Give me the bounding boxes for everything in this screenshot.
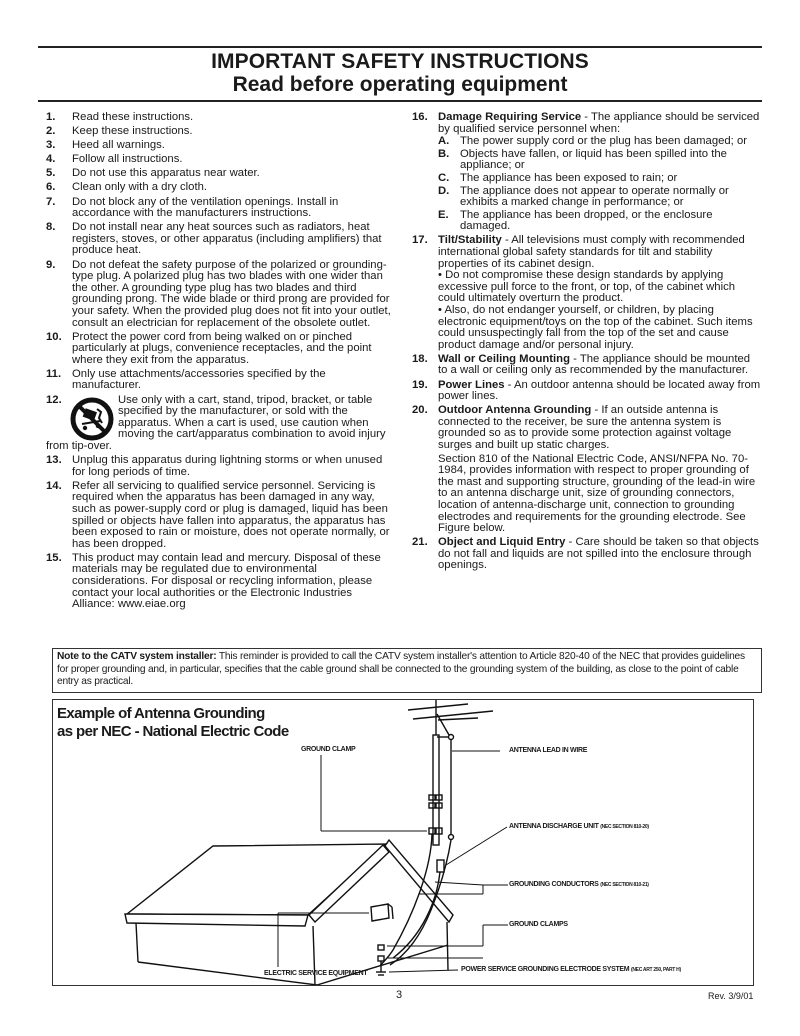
item-number: 10. — [46, 330, 62, 343]
item-number: 18. — [412, 352, 428, 365]
instruction-item — [46, 455, 396, 478]
bullet-text: • Also, do not endanger yourself, or children, by placing electronic equipment/toys on the top of the cabinet. Such items could unsuspectingly fall from the top of the set and cause product damage and/or personal injury. — [438, 304, 753, 351]
instruction-item-wall-mounting — [412, 354, 762, 377]
item-text: Refer all servicing to qualified service personnel. Servicing is required when the apparatus has been damaged in any way, such as power-supply cord or plug is damaged, liquid has been spilled or objects have fallen into apparatus, the apparatus has been exposed to rain or moisture, does not operate normally, or has been dropped. — [72, 479, 390, 550]
instruction-item — [46, 260, 396, 330]
item-text: Protect the power cord from being walked on or pinched particularly at plugs, convenience receptacles, and the point where they exit from the apparatus. — [72, 330, 372, 366]
item-number: 14. — [46, 479, 62, 492]
revision-date: Rev. 3/9/01 — [708, 991, 754, 1001]
instruction-item — [46, 332, 396, 367]
item-text: - If an outside antenna is connected to the receiver, be sure the antenna system is grounded so as to provide some protection against voltage surges and built up static charges. — [438, 404, 732, 452]
sub-item — [438, 149, 762, 172]
sub-item-text: The appliance has been exposed to rain; or — [460, 171, 678, 184]
label-antenna-discharge-unit: ANTENNA DISCHARGE UNIT (NEC SECTION 810-20) — [509, 823, 649, 830]
note-text: This reminder is provided to call the CATV system installer's attention to Article 820-40 of the NEC that provides guidelines for proper grounding and, in particular, specifies that the cable ground shall be connected to the grounding system of the building, as close to the point of cable entry as practical. — [57, 651, 745, 688]
cart-tip-over-warning-icon — [70, 397, 114, 441]
label-ground-clamps: GROUND CLAMPS — [509, 921, 568, 928]
item-text: Keep these instructions. — [72, 125, 193, 138]
item-heading: Object and Liquid Entry — [438, 536, 566, 549]
item-number: 5. — [46, 167, 56, 180]
instruction-item — [46, 553, 396, 611]
instruction-item-object-liquid — [412, 537, 762, 572]
catv-note-box — [52, 648, 762, 693]
sub-item-letter: A. — [438, 135, 450, 148]
item-number: 1. — [46, 111, 56, 123]
item-heading: Damage Requiring Service — [438, 111, 582, 123]
page-subtitle: Read before operating equipment — [232, 73, 568, 96]
instruction-item — [46, 481, 396, 551]
item-number: 20. — [412, 404, 428, 417]
item-heading: Power Lines — [438, 378, 505, 391]
figure-title-line1: Example of Antenna Grounding — [57, 705, 265, 722]
item-text: Do not install near any heat sources such as radiators, heat registers, stoves, or other apparatus (including amplifiers) that produce heat. — [72, 221, 382, 257]
instruction-item — [46, 140, 396, 152]
item-text: - The appliance should be mounted to a wall or ceiling only as recommended by the manufacturer. — [438, 352, 751, 377]
instruction-item-damage-service — [412, 112, 762, 233]
instruction-item — [46, 222, 396, 257]
sub-item-text: The appliance does not appear to operate normally or exhibits a marked change in performance; or — [460, 184, 729, 209]
instruction-item-tilt-stability — [412, 235, 762, 351]
label-electric-service-equipment: ELECTRIC SERVICE EQUIPMENT — [264, 970, 368, 977]
house-antenna-diagram — [53, 700, 753, 985]
item-number: 11. — [46, 367, 62, 380]
label-grounding-conductors: GROUNDING CONDUCTORS (NEC SECTION 810-21) — [509, 881, 649, 888]
sub-item-letter: B. — [438, 147, 450, 160]
sub-item-letter: E. — [438, 208, 449, 221]
item-number: 8. — [46, 221, 56, 234]
item-text: Do not defeat the safety purpose of the polarized or grounding-type plug. A polarized plug has two blades with one wider than the other. A grounding type plug has two blades and third grounding prong. The wide blade or third prong are provided for your safety. When the provided plug does not fit into your outlet, consult an electrician for replacement of the obsolete outlet. — [72, 258, 391, 329]
item-number: 4. — [46, 153, 56, 166]
item-text: Read these instructions. — [72, 111, 194, 123]
sub-item — [438, 173, 762, 185]
item-number: 7. — [46, 195, 56, 208]
item-text: Follow all instructions. — [72, 153, 183, 166]
instruction-item — [46, 369, 396, 392]
page-title: IMPORTANT SAFETY INSTRUCTIONS — [211, 50, 589, 73]
instruction-item — [46, 154, 396, 166]
antenna-grounding-figure — [52, 699, 754, 986]
sub-item — [438, 210, 762, 233]
sub-item — [438, 136, 762, 148]
instructions-right-column — [412, 112, 762, 575]
instructions-left-column — [46, 112, 396, 613]
item-number: 2. — [46, 125, 56, 138]
item-text: Unplug this apparatus during lightning storms or when unused for long periods of time. — [72, 454, 383, 478]
item-number: 6. — [46, 181, 56, 194]
sub-item-text: Objects have fallen, or liquid has been spilled into the appliance; or — [460, 147, 727, 172]
instruction-item — [46, 182, 396, 194]
item-number: 16. — [412, 111, 428, 123]
instruction-item-antenna-grounding — [412, 405, 762, 535]
label-ground-clamp: GROUND CLAMP — [301, 746, 356, 753]
instruction-item — [46, 112, 396, 124]
item-text: This product may contain lead and mercury. Disposal of these materials may be regulated due to environmental considerations. For disposal or recycling information, please contact your local authorities or the Electronic Industries Alliance: www.eiae.org — [72, 551, 381, 611]
item-text: - An outdoor antenna should be located away from power lines. — [438, 378, 761, 403]
item-text: - Care should be taken so that objects do not fall and liquids are not spilled into the enclosure through openings. — [438, 536, 759, 572]
item-heading: Tilt/Stability — [438, 234, 502, 247]
item-heading: Wall or Ceiling Mounting — [438, 352, 570, 365]
item-text: Only use attachments/accessories specified by the manufacturer. — [72, 367, 326, 392]
item-paragraph: Section 810 of the National Electric Code, ANSI/NFPA No. 70-1984, provides information with respect to proper grounding of the mast and supporting structure, grounding of the lead-in wire to an antenna discharge unit, size of grounding connectors, location of antenna-discharge unit, connection to grounding electrodes and requirements for the grounding electrode. See Figure below. — [438, 452, 756, 535]
label-power-service-grounding: POWER SERVICE GROUNDING ELECTRODE SYSTEM (NEC ART 250, PART H) — [461, 966, 681, 973]
instruction-item — [46, 197, 396, 220]
item-number: 17. — [412, 234, 428, 247]
item-text: - The appliance should be serviced by qualified service personnel when: — [438, 111, 760, 135]
instruction-item-cart — [46, 395, 396, 453]
figure-title-line2: as per NEC - National Electric Code — [57, 723, 289, 740]
item-number: 19. — [412, 378, 428, 391]
sub-item-letter: D. — [438, 184, 450, 197]
item-number: 21. — [412, 536, 428, 549]
sub-item — [438, 186, 762, 209]
item-number: 3. — [46, 139, 56, 152]
item-heading: Outdoor Antenna Grounding — [438, 404, 592, 417]
item-text: Do not block any of the ventilation openings. Install in accordance with the manufacturers instructions. — [72, 195, 339, 220]
item-number: 12. — [46, 393, 62, 406]
bullet-text: • Do not compromise these design standards by applying excessive pull force to the front, or top, of the cabinet which could ultimately overturn the product. — [438, 269, 736, 305]
item-text: Heed all warnings. — [72, 139, 165, 152]
instruction-item-power-lines — [412, 380, 762, 403]
item-text: Do not use this apparatus near water. — [72, 167, 260, 180]
page-header — [38, 46, 762, 102]
page-number: 3 — [396, 989, 403, 1001]
item-number: 15. — [46, 551, 62, 564]
sub-item-letter: C. — [438, 171, 450, 184]
item-text: - All televisions must comply with recommended international global safety standards for tilt and stability properties of its cabinet design. — [438, 234, 745, 270]
instruction-item — [46, 126, 396, 138]
item-number: 9. — [46, 258, 56, 271]
sub-item-text: The power supply cord or the plug has been damaged; or — [460, 135, 747, 148]
item-number: 13. — [46, 454, 62, 467]
item-text: Clean only with a dry cloth. — [72, 181, 208, 194]
item-text: Use only with a cart, stand, tripod, bracket, or table specified by the manufacturer, or sold with the apparatus. When a cart is used, use caution when moving the cart/apparatus combination to avoid injury from tip-over. — [46, 393, 386, 452]
note-heading: Note to the CATV system installer: — [57, 651, 217, 662]
instruction-item — [46, 168, 396, 180]
sub-item-text: The appliance has been dropped, or the enclosure damaged. — [460, 208, 713, 233]
label-antenna-lead-in-wire: ANTENNA LEAD IN WIRE — [509, 747, 588, 754]
